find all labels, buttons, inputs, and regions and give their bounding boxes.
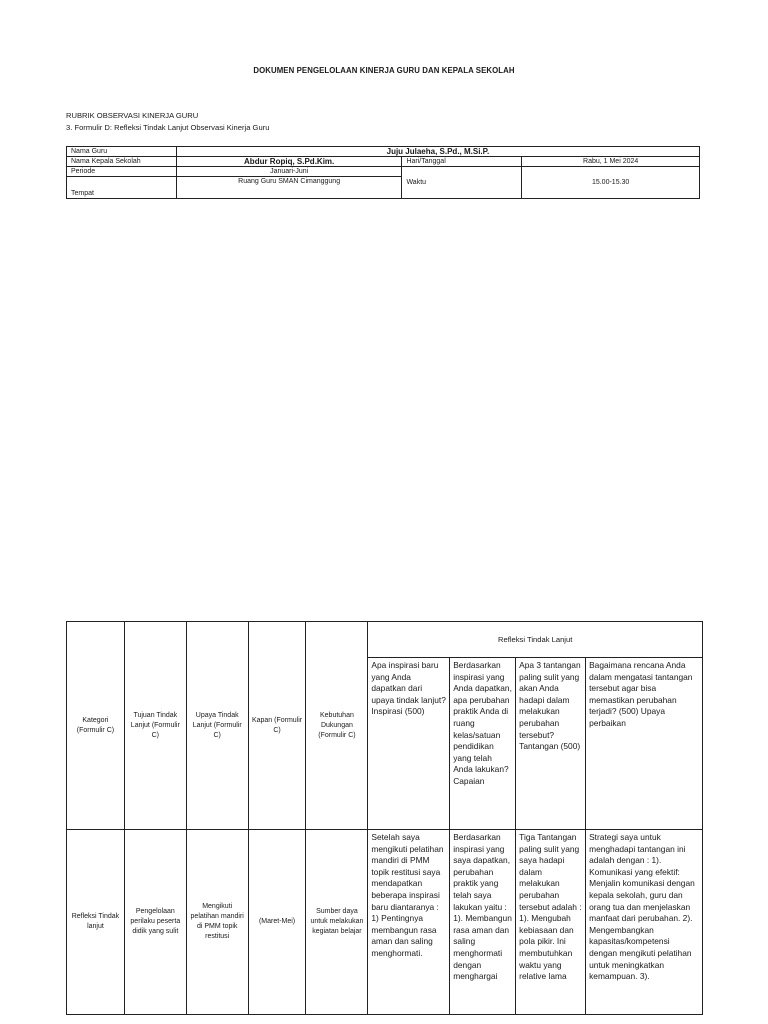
info-row-guru — [67, 147, 700, 157]
question-capaian: Berdasarkan inspirasi yang Anda dapatkan, apa perubahan praktik Anda di ruang kelas/satuan pendidikan yang telah Anda lakukan? Capaian — [453, 660, 512, 786]
rubric-title: RUBRIK OBSERVASI KINERJA GURU — [66, 111, 199, 120]
nama-guru-label: Nama Guru — [67, 147, 177, 157]
answer-inspirasi: Setelah saya mengikuti pelatihan mandiri di PMM topik restitusi saya mendapatkan beberapa inspirasi baru diantaranya : 1) Pentingnya membangun rasa aman dan saling menghormati. — [371, 832, 444, 958]
row-kategori: Refleksi Tindak lanjut — [67, 830, 125, 1015]
refleksi-answer-row — [67, 830, 703, 1015]
info-row-periode — [67, 167, 700, 177]
question-upaya-perbaikan: Bagaimana rencana Anda dalam mengatasi tantangan tersebut agar bisa memastikan perubahan terjadi? (500) Upaya perbaikan — [589, 660, 693, 728]
row-upaya: Mengikuti pelatihan mandiri di PMM topik restitusi — [186, 830, 248, 1015]
rubric-form-label: 3. Formulir D: Refleksi Tindak Lanjut Observasi Kinerja Guru — [66, 123, 270, 132]
col-kapan: Kapan (Formulir C) — [248, 622, 306, 830]
refleksi-header: Refleksi Tindak Lanjut — [368, 622, 703, 658]
row-tujuan: Pengelolaan perilaku peserta didik yang sulit — [124, 830, 186, 1015]
rubric-heading — [66, 110, 269, 134]
col-upaya: Upaya Tindak Lanjut (Formulir C) — [186, 622, 248, 830]
tempat-label: Tempat — [67, 177, 177, 199]
row-kapan: (Maret-Mei) — [248, 830, 306, 1015]
refleksi-table — [66, 621, 703, 1015]
refleksi-header-row — [67, 622, 703, 658]
col-kategori: Kategori (Formulir C) — [67, 622, 125, 830]
kepala-label: Nama Kepala Sekolah — [67, 157, 177, 167]
question-tantangan: Apa 3 tantangan paling sulit yang akan Anda hadapi dalam melakukan perubahan tersebut? Tantangan (500) — [519, 660, 581, 752]
row-kebutuhan: Sumber daya untuk melakukan kegiatan belajar — [306, 830, 368, 1015]
nama-guru-value: Juju Julaeha, S.Pd., M.Si.P. — [176, 147, 699, 157]
answer-tantangan: Tiga Tantangan paling sulit yang saya hadapi dalam melakukan perubahan tersebut adalah : 1). Mengubah kebiasaan dan pola pikir. Ini membutuhkan waktu yang relative lama — [519, 832, 582, 982]
hari-value: Rabu, 1 Mei 2024 — [522, 157, 700, 167]
tempat-value: Ruang Guru SMAN Cimanggung — [176, 177, 402, 199]
answer-upaya-perbaikan: Strategi saya untuk menghadapi tantangan ini adalah dengan : 1). Komunikasi yang efektif: Menjalin komunikasi dengan kepala sekolah, guru dan orang tua dan menjelaskan manfaat dari perubahan. 2). Mengembangkan kapasitas/kompetensi dengan mengikuti pelatihan untuk meningkatkan kemampuan. 3). — [589, 832, 695, 982]
waktu-value: 15.00-15.30 — [522, 167, 700, 199]
kepala-value: Abdur Ropiq, S.Pd.Kim. — [176, 157, 402, 167]
teacher-info-table — [66, 146, 700, 199]
waktu-label: Waktu — [402, 167, 522, 199]
answer-capaian: Berdasarkan inspirasi yang saya dapatkan, perubahan praktik yang telah saya lakukan yaitu : 1). Membangun rasa aman dan saling menghormati dengan menghargai — [453, 832, 512, 982]
question-inspirasi: Apa inspirasi baru yang Anda dapatkan dari upaya tindak lanjut? Inspirasi (500) — [371, 660, 446, 717]
document-title: DOKUMEN PENGELOLAAN KINERJA GURU DAN KEPALA SEKOLAH — [253, 66, 515, 75]
info-row-kepala — [67, 157, 700, 167]
col-tujuan: Tujuan Tindak Lanjut (Formulir C) — [124, 622, 186, 830]
periode-label: Periode — [67, 167, 177, 177]
hari-label: Hari/Tanggal — [402, 157, 522, 167]
col-kebutuhan: Kebutuhan Dukungan (Formulir C) — [306, 622, 368, 830]
periode-value: Januari-Juni — [176, 167, 402, 177]
